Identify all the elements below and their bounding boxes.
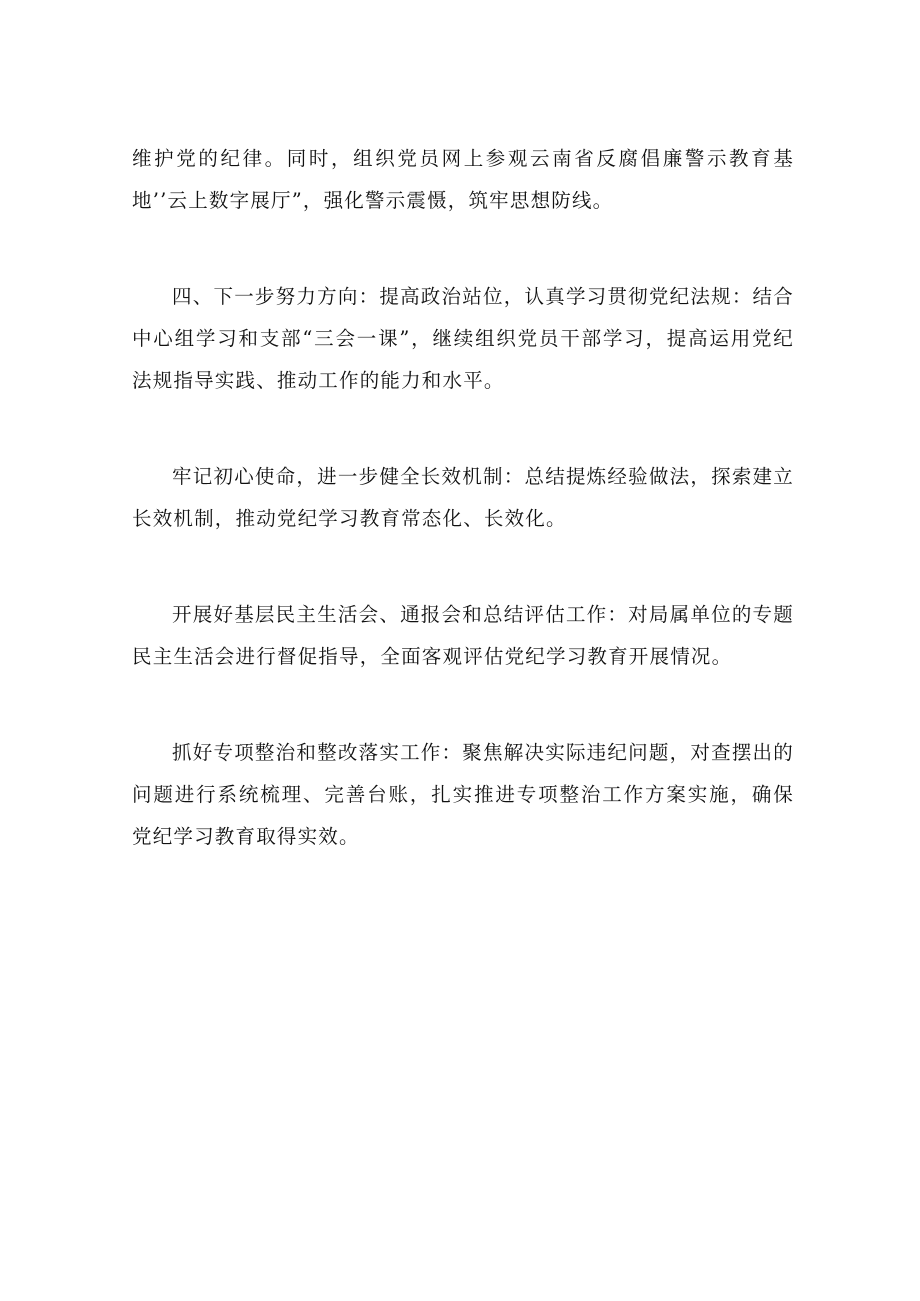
paragraph-long-term-mechanism: 牢记初心使命，进一步健全长效机制：总结提炼经验做法，探索建立长效机制，推动党纪学习教育常态化、长效化。	[132, 465, 794, 530]
paragraph-democratic-life-meeting: 开展好基层民主生活会、通报会和总结评估工作：对局属单位的专题民主生活会进行督促指导，全面客观评估党纪学习教育开展情况。	[132, 603, 794, 668]
document-body	[132, 138, 794, 912]
paragraph-special-rectification: 抓好专项整治和整改落实工作：聚焦解决实际违纪问题，对查摆出的问题进行系统梳理、完善台账，扎实推进专项整治工作方案实施，确保党纪学习教育取得实效。	[132, 741, 794, 848]
paragraph-continuation: 维护党的纪律。同时，组织党员网上参观云南省反腐倡廉警示教育基地’’云上数字展厅”，强化警示震慑，筑牢思想防线。	[132, 147, 794, 212]
paragraph-next-steps-heading: 四、下一步努力方向：提高政治站位，认真学习贯彻党纪法规：结合中心组学习和支部“三会一课”，继续组织党员干部学习，提高运用党纪法规指导实践、推动工作的能力和水平。	[132, 285, 794, 392]
